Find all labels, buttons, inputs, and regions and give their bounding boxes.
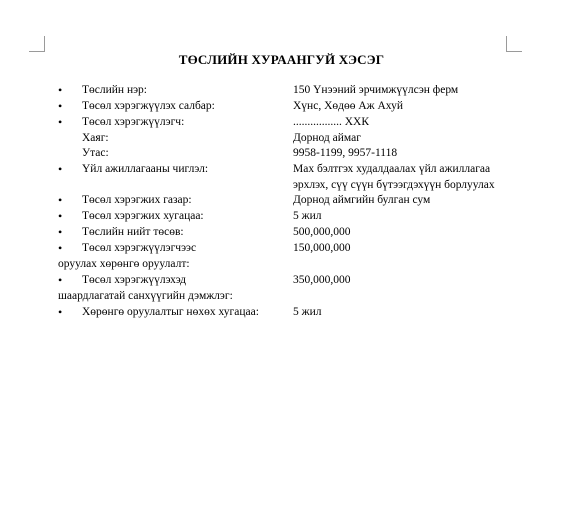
row-label-continuation: шаардлагатай санхүүгийн дэмжлэг:: [58, 290, 233, 302]
summary-row: [58, 224, 528, 240]
row-label: Төсөл хэрэгжүүлэгчээс: [82, 242, 197, 254]
summary-row: [58, 161, 528, 191]
row-label: Төслийн нийт төсөв:: [82, 226, 184, 238]
summary-row: [58, 240, 528, 270]
crop-mark-top-right: [506, 36, 522, 52]
summary-row: [58, 82, 528, 98]
row-value: 150 Үнээний эрчимжүүлсэн ферм: [293, 84, 459, 96]
row-label: Төсөл хэрэгжих газар:: [82, 194, 192, 206]
bullet-icon: •: [58, 225, 63, 239]
summary-row: [58, 304, 528, 320]
row-value: 150,000,000: [293, 242, 351, 254]
row-value: Мах бэлтгэх худалдаалах үйл ажиллагаа: [293, 163, 491, 175]
row-value: ................. ХХК: [293, 116, 370, 128]
row-value: 5 жил: [293, 210, 322, 222]
row-label: Утас:: [82, 147, 109, 159]
row-label-continuation: оруулах хөрөнгө оруулалт:: [58, 258, 190, 270]
row-value-continuation: эрхлэх, сүү сүүн бүтээгдэхүүн борлуулах: [293, 179, 495, 191]
bullet-icon: •: [58, 273, 63, 287]
row-value: 500,000,000: [293, 226, 351, 238]
row-label: Төсөл хэрэгжүүлэх салбар:: [82, 100, 215, 112]
crop-mark-top-left: [29, 36, 45, 52]
row-value: 9958-1199, 9957-1118: [293, 147, 398, 159]
row-value: Дорнод аймгийн булган сум: [293, 194, 431, 206]
summary-row: [58, 130, 528, 146]
summary-row: [58, 208, 528, 224]
row-value: 350,000,000: [293, 274, 351, 286]
summary-row: [58, 272, 528, 302]
summary-row: [58, 114, 528, 130]
row-label: Төсөл хэрэгжүүлэхэд: [82, 274, 186, 286]
row-label: Хөрөнгө оруулалтыг нөхөх хугацаа:: [82, 306, 259, 318]
row-value: 5 жил: [293, 306, 322, 318]
row-label: Төслийн нэр:: [82, 84, 147, 96]
summary-row: [58, 98, 528, 114]
bullet-icon: •: [58, 209, 63, 223]
bullet-icon: •: [58, 99, 63, 113]
bullet-icon: •: [58, 193, 63, 207]
row-label: Төсөл хэрэгжүүлэгч:: [82, 116, 185, 128]
bullet-icon: •: [58, 115, 63, 129]
row-value: Дорнод аймаг: [293, 132, 361, 144]
bullet-icon: •: [58, 305, 63, 319]
summary-row: [58, 145, 528, 161]
summary-row: [58, 192, 528, 208]
bullet-icon: •: [58, 83, 63, 97]
document-title: ТӨСЛИЙН ХУРААНГУЙ ХЭСЭГ: [178, 52, 385, 67]
bullet-icon: •: [58, 162, 63, 176]
row-label: Төсөл хэрэгжих хугацаа:: [82, 210, 204, 222]
row-value: Хүнс, Хөдөө Аж Ахуй: [293, 100, 403, 112]
bullet-icon: •: [58, 241, 63, 255]
row-label: Хаяг:: [82, 132, 109, 144]
row-label: Үйл ажиллагааны чиглэл:: [82, 163, 209, 175]
